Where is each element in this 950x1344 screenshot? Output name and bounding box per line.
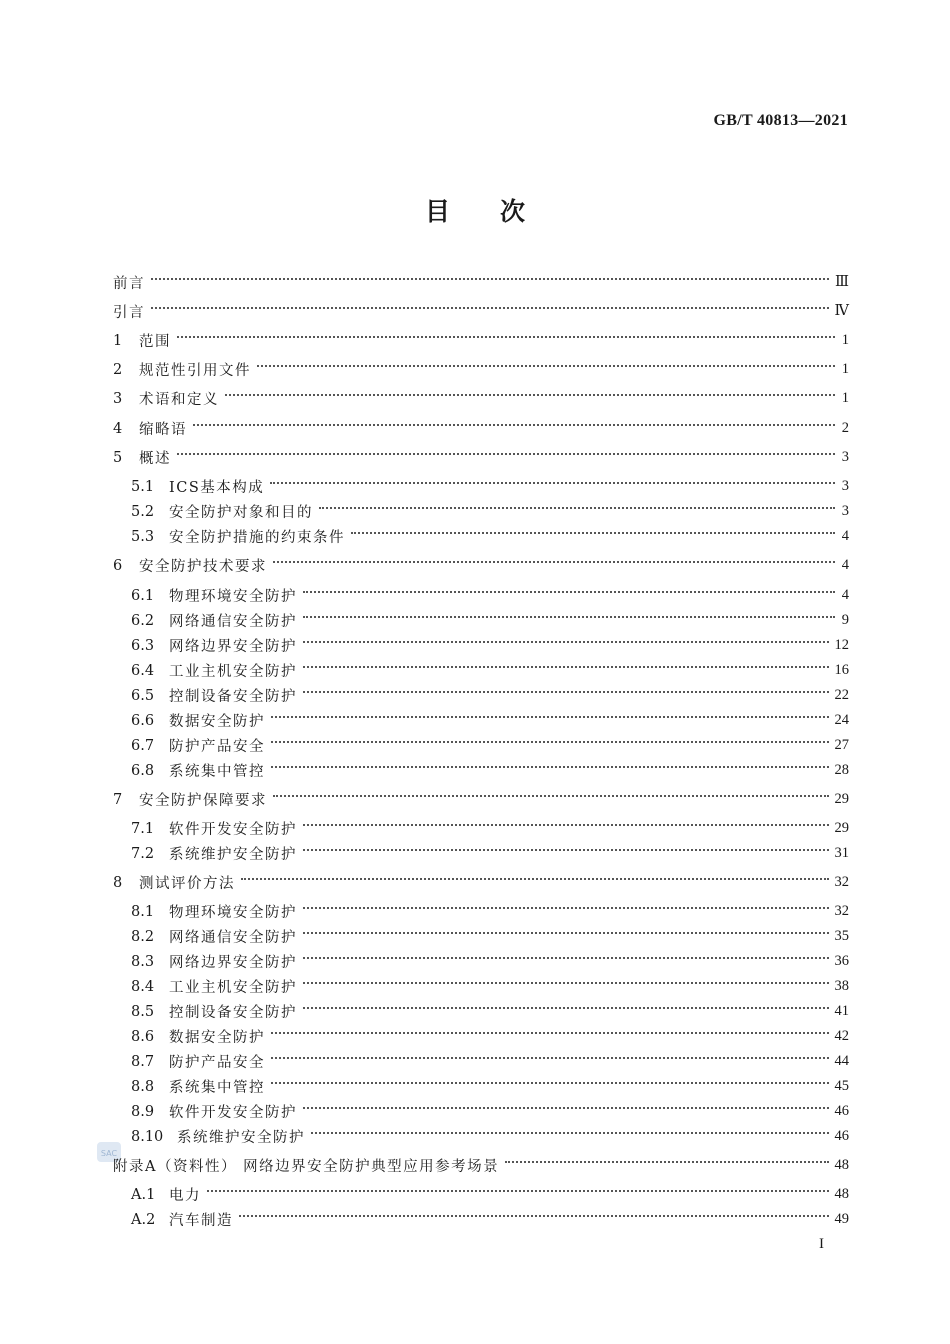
toc-entry-label: 工业主机安全防护 — [169, 664, 297, 680]
toc-leader-dots — [303, 1107, 829, 1109]
toc-entry-label: 附录A（资料性） 网络边界安全防护典型应用参考场景 — [113, 1159, 500, 1175]
toc-entry-label: 安全防护保障要求 — [139, 793, 267, 809]
toc-entry-label: 控制设备安全防护 — [169, 1005, 297, 1021]
toc-entry-number: 6.8 — [131, 762, 155, 779]
toc-entry[interactable] — [113, 386, 849, 411]
toc-leader-dots — [303, 907, 829, 909]
toc-entry-page: 27 — [834, 737, 849, 753]
toc-entry-number: 6.7 — [131, 737, 155, 754]
toc-entry[interactable] — [113, 583, 849, 608]
toc-leader-dots — [271, 1057, 829, 1059]
toc-entry-page: 32 — [834, 903, 849, 919]
toc-entry-page: 4 — [841, 528, 849, 544]
toc-entry-label: 规范性引用文件 — [139, 363, 251, 379]
toc-leader-dots — [271, 716, 829, 718]
toc-entry-number: 5.2 — [131, 503, 155, 520]
toc-entry-page: 9 — [841, 612, 849, 628]
toc-entry-label: 软件开发安全防护 — [169, 1105, 297, 1121]
toc-entry-label: 物理环境安全防护 — [169, 905, 297, 921]
toc-entry-page: 35 — [834, 928, 849, 944]
toc-entry[interactable] — [113, 787, 849, 812]
toc-entry-page: 48 — [834, 1186, 849, 1202]
toc-leader-dots — [303, 641, 829, 643]
toc-entry[interactable] — [113, 474, 849, 499]
svg-text:SAC: SAC — [100, 1149, 118, 1158]
toc-entry-page: 3 — [841, 449, 849, 465]
toc-entry-label: 安全防护对象和目的 — [169, 505, 313, 521]
toc-entry-label: 防护产品安全 — [169, 739, 265, 755]
toc-entry-page: 46 — [834, 1103, 849, 1119]
toc-entry-number: 5.1 — [131, 478, 155, 495]
toc-entry-page: 48 — [834, 1157, 849, 1173]
toc-leader-dots — [505, 1161, 828, 1163]
toc-leader-dots — [351, 532, 835, 534]
toc-entry-page: 44 — [834, 1053, 849, 1069]
toc-entry-label: 缩略语 — [139, 422, 187, 438]
toc-entry-label: 网络通信安全防护 — [169, 614, 297, 630]
toc-leader-dots — [177, 453, 835, 455]
toc-entry-page: Ⅳ — [834, 303, 849, 319]
toc-leader-dots — [241, 878, 829, 880]
toc-entry[interactable] — [113, 1024, 849, 1049]
toc-entry[interactable] — [113, 445, 849, 470]
toc-title — [0, 192, 950, 228]
toc-entry[interactable] — [113, 841, 849, 866]
toc-entry-page: 49 — [834, 1211, 849, 1227]
toc-entry-page: 2 — [841, 420, 849, 436]
toc-leader-dots — [225, 394, 835, 396]
toc-entry-label: 防护产品安全 — [169, 1055, 265, 1071]
toc-entry-number: A.2 — [131, 1211, 156, 1228]
toc-entry-label: 控制设备安全防护 — [169, 689, 297, 705]
toc-entry-number: 8.2 — [131, 928, 155, 945]
toc-leader-dots — [303, 616, 835, 618]
toc-entry-number: 7.1 — [131, 820, 155, 837]
toc-entry-page: 32 — [834, 874, 849, 890]
toc-entry-page: 29 — [834, 820, 849, 836]
toc-entry[interactable] — [113, 1207, 849, 1232]
toc-entry[interactable] — [113, 416, 849, 441]
toc-entry-label: 安全防护技术要求 — [139, 559, 267, 575]
toc-entry-label: 系统集中管控 — [169, 1080, 265, 1096]
toc-entry-number: 8.6 — [131, 1028, 155, 1045]
toc-entry[interactable] — [113, 328, 849, 353]
standard-code: GB/T 40813—2021 — [713, 112, 848, 129]
toc-entry-page: 38 — [834, 978, 849, 994]
toc-entry-label: 系统维护安全防护 — [169, 847, 297, 863]
toc-entry[interactable] — [113, 1074, 849, 1099]
toc-entry-page: 31 — [834, 845, 849, 861]
toc-entry-page: 28 — [834, 762, 849, 778]
toc-leader-dots — [303, 591, 835, 593]
toc-leader-dots — [271, 1082, 829, 1084]
toc-entry-page: 41 — [834, 1003, 849, 1019]
toc-leader-dots — [303, 932, 829, 934]
toc-entry[interactable] — [113, 608, 849, 633]
toc-leader-dots — [311, 1132, 829, 1134]
toc-entry[interactable] — [113, 299, 849, 324]
toc-entry-number: 1 — [113, 332, 123, 349]
toc-leader-dots — [177, 336, 835, 338]
toc-entry[interactable] — [113, 633, 849, 658]
toc-entry-number: 2 — [113, 361, 123, 378]
toc-leader-dots — [273, 795, 829, 797]
toc-entry-label: 前言 — [113, 276, 145, 292]
toc-leader-dots — [303, 691, 829, 693]
toc-leader-dots — [303, 824, 829, 826]
toc-entry-label: 测试评价方法 — [139, 876, 235, 892]
toc-leader-dots — [207, 1190, 829, 1192]
toc-entry-label: 数据安全防护 — [169, 714, 265, 730]
toc-leader-dots — [151, 307, 829, 309]
toc-entry-page: 1 — [841, 361, 849, 377]
toc-leader-dots — [271, 766, 829, 768]
toc-leader-dots — [273, 561, 835, 563]
toc-entry[interactable] — [113, 658, 849, 683]
toc-entry[interactable] — [113, 816, 849, 841]
toc-leader-dots — [193, 424, 835, 426]
toc-entry-number: 6 — [113, 557, 123, 574]
toc-entry-label: 系统维护安全防护 — [177, 1130, 305, 1146]
toc-entry-number: 8.7 — [131, 1053, 155, 1070]
toc-entry-label: 术语和定义 — [139, 392, 219, 408]
toc-entry-number: 6.6 — [131, 712, 155, 729]
toc-entry-page: Ⅲ — [835, 274, 849, 290]
toc-entry[interactable] — [113, 357, 849, 382]
toc-entry-label: 网络通信安全防护 — [169, 930, 297, 946]
toc-entry-number: 5 — [113, 449, 123, 466]
toc-leader-dots — [239, 1215, 829, 1217]
toc-leader-dots — [303, 849, 829, 851]
toc-entry[interactable] — [113, 1153, 849, 1178]
toc-entry-page: 45 — [834, 1078, 849, 1094]
toc-entry-label: 系统集中管控 — [169, 764, 265, 780]
toc-entry-page: 4 — [841, 557, 849, 573]
toc-entry[interactable] — [113, 924, 849, 949]
footer-page-number: I — [819, 1236, 824, 1252]
toc-entry-label: 工业主机安全防护 — [169, 980, 297, 996]
toc-entry-page: 36 — [834, 953, 849, 969]
toc-entry-page: 22 — [834, 687, 849, 703]
toc-entry-page: 42 — [834, 1028, 849, 1044]
toc-entry-page: 12 — [834, 637, 849, 653]
toc-entry-page: 4 — [841, 587, 849, 603]
toc-entry-label: 范围 — [139, 334, 171, 350]
toc-entry-label: 软件开发安全防护 — [169, 822, 297, 838]
toc-leader-dots — [151, 278, 829, 280]
toc-entry-label: 物理环境安全防护 — [169, 589, 297, 605]
toc-entry-page: 3 — [841, 503, 849, 519]
toc-entry-page: 1 — [841, 390, 849, 406]
toc-entry-number: 6.1 — [131, 587, 155, 604]
toc-leader-dots — [303, 1007, 829, 1009]
toc-leader-dots — [303, 666, 829, 668]
toc-entry[interactable] — [113, 974, 849, 999]
toc-entry[interactable] — [113, 999, 849, 1024]
toc-entry[interactable] — [113, 870, 849, 895]
toc-entry-number: 8.9 — [131, 1103, 155, 1120]
toc-entry-number: 3 — [113, 390, 123, 407]
toc-entry[interactable] — [113, 553, 849, 578]
toc-entry-page: 46 — [834, 1128, 849, 1144]
toc-entry-number: 7.2 — [131, 845, 155, 862]
toc-entry[interactable] — [113, 1049, 849, 1074]
toc-entry[interactable] — [113, 1124, 849, 1149]
toc-entry-label: 引言 — [113, 305, 145, 321]
toc-title-text: 目次 — [424, 197, 575, 226]
toc-entry[interactable] — [113, 899, 849, 924]
toc-entry[interactable] — [113, 949, 849, 974]
toc-entry-label: 网络边界安全防护 — [169, 639, 297, 655]
toc-entry-number: 8.5 — [131, 1003, 155, 1020]
toc-entry-label: ICS基本构成 — [169, 480, 265, 496]
toc-entry[interactable] — [113, 1182, 849, 1207]
toc-entry-label: 网络边界安全防护 — [169, 955, 297, 971]
toc-entry-number: 6.4 — [131, 662, 155, 679]
toc-entry[interactable] — [113, 270, 849, 295]
toc-entry-number: 8.1 — [131, 903, 155, 920]
toc-leader-dots — [271, 741, 829, 743]
toc-entry-number: 8.4 — [131, 978, 155, 995]
toc-leader-dots — [270, 482, 835, 484]
toc-leader-dots — [303, 957, 829, 959]
toc-entry-label: 汽车制造 — [169, 1213, 233, 1229]
toc-leader-dots — [303, 982, 829, 984]
toc-entry[interactable] — [113, 524, 849, 549]
toc-entry[interactable] — [113, 499, 849, 524]
toc-entry-number: A.1 — [131, 1186, 156, 1203]
toc-entry-number: 6.2 — [131, 612, 155, 629]
toc-entry-label: 概述 — [139, 451, 171, 467]
toc-entry-number: 8.10 — [131, 1128, 164, 1145]
toc-entry-number: 7 — [113, 791, 123, 808]
toc-entry-number: 6.5 — [131, 687, 155, 704]
toc-entry[interactable] — [113, 683, 849, 708]
toc-entry-number: 6.3 — [131, 637, 155, 654]
toc-entry-number: 8.3 — [131, 953, 155, 970]
toc-entry[interactable] — [113, 733, 849, 758]
toc-entry-page: 3 — [841, 478, 849, 494]
toc-entry-label: 数据安全防护 — [169, 1030, 265, 1046]
toc-leader-dots — [319, 507, 835, 509]
toc-entry[interactable] — [113, 1099, 849, 1124]
toc-entry-page: 16 — [834, 662, 849, 678]
toc-entry[interactable] — [113, 708, 849, 733]
toc-entry-page: 29 — [834, 791, 849, 807]
toc-entry-number: 5.3 — [131, 528, 155, 545]
toc-entry-label: 电力 — [169, 1188, 201, 1204]
toc-leader-dots — [257, 365, 835, 367]
toc-entry-number: 8.8 — [131, 1078, 155, 1095]
toc-entry-page: 24 — [834, 712, 849, 728]
toc-entry-number: 8 — [113, 874, 123, 891]
toc-leader-dots — [271, 1032, 829, 1034]
toc-entry-label: 安全防护措施的约束条件 — [169, 530, 345, 546]
toc-entry-page: 1 — [841, 332, 849, 348]
toc-entry-number: 4 — [113, 420, 123, 437]
toc-entry[interactable] — [113, 758, 849, 783]
